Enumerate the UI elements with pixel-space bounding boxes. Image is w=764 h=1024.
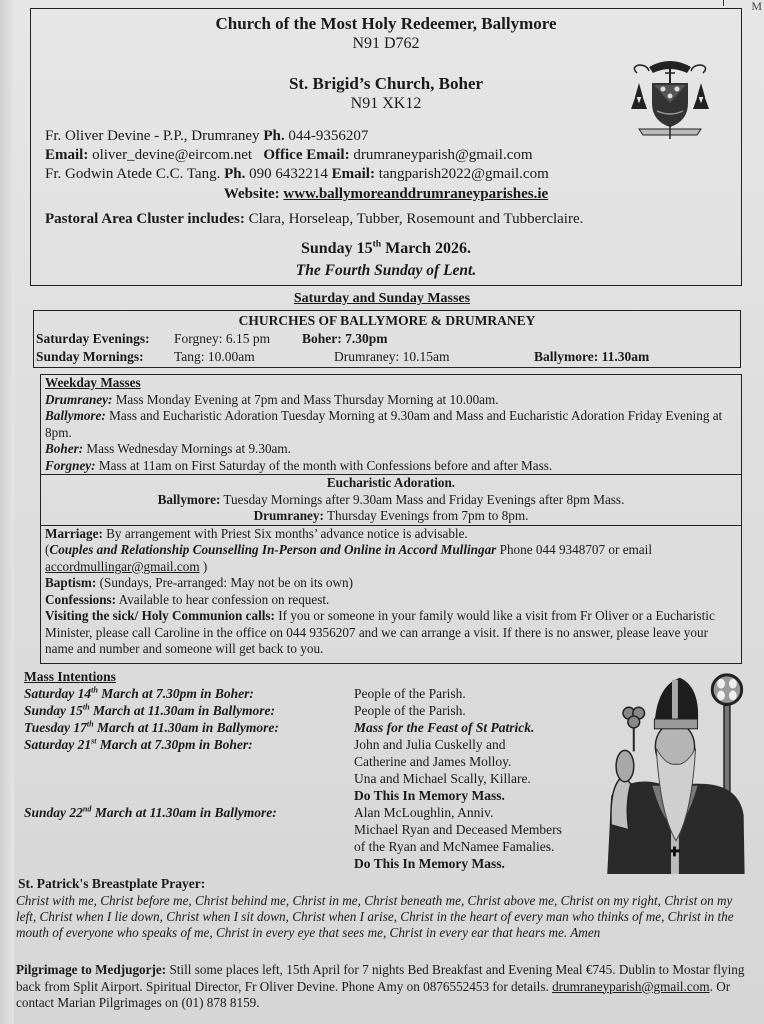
st-patrick-illustration-icon [600, 668, 746, 874]
cluster-label: Pastoral Area Cluster includes: [45, 211, 245, 227]
weekday-boher: Boher: Mass Wednesday Mornings at 9.30am. [45, 441, 291, 456]
intention-item: John and Julia Cuskelly and [354, 737, 506, 752]
priest2-email-label: Email: [331, 166, 375, 182]
intention-date-spacer [24, 753, 344, 770]
breastplate-prayer-text: Christ with me, Christ before me, Christ behind me, Christ in me, Christ beneath me, Christ above me, Christ on my right, Christ on my left, Christ when I lie down, Christ when I sit down, Christ when I arise, Christ in the heart of every man who thinks of me, Christ in the mouth of everyone who speaks of me, Christ in every eye that sees me, Christ in every ear that hears me. Amen [16, 893, 734, 940]
adoration-ballymore: Ballymore: Tuesday Mornings after 9.30am Mass and Friday Evenings after 8pm Mass. [157, 491, 625, 507]
sunday-ballymore: Ballymore: 11.30am [534, 349, 650, 364]
weekend-masses-box [33, 310, 741, 368]
weekday-info-content [41, 375, 741, 658]
priest1-name: Fr. Oliver Devine - P.P., Drumraney [45, 128, 260, 144]
intention-item: of the Ryan and McNamee Famalies. [354, 839, 555, 854]
saturday-forgney: Forgney: 6.15 pm [174, 331, 271, 346]
weekday-masses-title: Weekday Masses [45, 375, 141, 390]
priest2-phone[interactable]: 090 6432214 [249, 166, 328, 182]
cluster-line [45, 210, 583, 229]
sunday-label: Sunday Mornings: [36, 349, 144, 364]
weekday-info-box [40, 374, 742, 664]
pilgrimage-text: Still some places left, 15th April for 7 nights Bed Breakfast and Evening Meal €745. Dublin to Mostar flying back from Split Airport. Spiritual Director, Fr Oliver Devine. Phone Amy on 0876552453 for details. [16, 962, 745, 994]
sick-visits-info: Visiting the sick/ Holy Communion calls: If you or someone in your family would like a visit from Fr Oliver or a Eucharistic Minister, please call Caroline in the office on 044 9356207 and we can arrange a visit. If there is no answer, please leave your name and number and someone will get back to you. [45, 608, 715, 656]
adoration-title: Eucharistic Adoration. [326, 475, 456, 490]
mass-intentions-title: Mass Intentions [24, 669, 116, 684]
liturgical-day: The Fourth Sunday of Lent. [295, 262, 477, 279]
intention-date: Tuesday 17th March at 11.30am in Ballymore: [24, 719, 279, 735]
bulletin-date: Sunday 15th March 2026. [300, 238, 472, 257]
pilgrimage-email-link[interactable]: drumraneyparish@gmail.com [552, 978, 710, 994]
church1-eircode: N91 D762 [352, 35, 420, 52]
adjacent-page-text: M [751, 0, 762, 13]
weekday-drumraney: Drumraney: Mass Monday Evening at 7pm and Mass Thursday Morning at 10.00am. [45, 391, 499, 407]
page-edge [0, 0, 14, 1024]
corner-divider [723, 0, 724, 6]
priest1-phone-label: Ph. [263, 128, 285, 144]
saturday-label: Saturday Evenings: [36, 331, 150, 346]
adoration-drumraney: Drumraney: Thursday Evenings from 7pm to 8pm. [253, 508, 529, 523]
weekday-ballymore: Ballymore: Mass and Eucharistic Adoration Tuesday Morning at 9.30am and Mass and Eucharistic Adoration Friday Evening at 8pm. [45, 408, 723, 440]
priest1-phone[interactable]: 044-9356207 [288, 128, 369, 144]
pilgrimage-tail: . Or contact Marian Pilgrimages on (01) 878 8159. [16, 978, 731, 1010]
priest2-email[interactable]: tangparish2022@gmail.com [378, 166, 549, 182]
intention-item: People of the Parish. [354, 703, 466, 718]
priest1-line [45, 127, 368, 146]
intention-date: Saturday 14th March at 7.30pm in Boher: [24, 685, 254, 701]
intention-date: Sunday 22nd March at 11.30am in Ballymore: [24, 804, 277, 820]
coat-of-arms-icon [627, 53, 713, 139]
email-line [45, 146, 533, 165]
churches-subtitle: CHURCHES OF BALLYMORE & DRUMRANEY [238, 313, 536, 328]
pilgrimage-label: Pilgrimage to Medjugorje: [16, 962, 167, 977]
sunday-tang: Tang: 10.00am [174, 349, 255, 364]
priest1-email[interactable]: oliver_devine@eircom.net [92, 147, 253, 163]
priest2-phone-label: Ph. [224, 166, 246, 182]
website-link[interactable]: www.ballymoreanddrumraneyparishes.ie [283, 186, 549, 202]
church2-name: St. Brigid’s Church, Boher [288, 74, 484, 93]
intention-item: Do This In Memory Mass. [354, 788, 505, 803]
intention-item: Catherine and James Molloy. [354, 754, 512, 769]
intention-date-spacer [24, 787, 344, 804]
intention-item: Michael Ryan and Deceased Members [354, 822, 562, 837]
accord-email-link[interactable]: accordmullingar@gmail.com [45, 558, 200, 574]
confessions-info: Confessions: Available to hear confession on request. [45, 591, 330, 607]
marriage-info: Marriage: By arrangement with Priest Six months’ advance notice is advisable. [45, 525, 468, 541]
intention-item: Alan McLoughlin, Anniv. [354, 805, 494, 820]
office-email[interactable]: drumraneyparish@gmail.com [353, 147, 533, 163]
cluster-list: Clara, Horseleap, Tubber, Rosemount and Tubberclaire. [248, 211, 584, 227]
church1-name: Church of the Most Holy Redeemer, Ballymore [215, 14, 557, 33]
church2-eircode: N91 XK12 [350, 95, 422, 112]
intentions-column [354, 685, 594, 872]
baptism-info: Baptism: (Sundays, Pre-arranged: May not be on its own) [45, 575, 354, 590]
prayer-title: St. Patrick's Breastplate Prayer: [18, 876, 206, 891]
priest2-line [45, 165, 549, 184]
priest1-email-label: Email: [45, 147, 89, 163]
website-line [31, 185, 741, 204]
counselling-info: (Couples and Relationship Counselling In-Person and Online in Accord Mullingar Phone 044 9348707 or email accordmullingar@gmail.com ) [45, 542, 652, 574]
intention-item: Do This In Memory Mass. [354, 856, 505, 871]
priest2-name: Fr. Godwin Atede C.C. Tang. [45, 166, 221, 182]
intention-date: Sunday 15th March at 11.30am in Ballymore: [24, 702, 275, 718]
saturday-boher: Boher: 7.30pm [302, 331, 388, 346]
office-email-label: Office Email: [263, 147, 350, 163]
intention-item: Mass for the Feast of St Patrick. [354, 720, 535, 735]
intention-item: People of the Parish. [354, 686, 466, 701]
website-label: Website: [223, 186, 280, 202]
pilgrimage-notice [16, 962, 751, 1012]
weekday-forgney: Forgney: Mass at 11am on First Saturday of the month with Confessions before and after Mass. [45, 457, 553, 473]
intention-date-spacer [24, 770, 344, 787]
intention-item: Una and Michael Scally, Killare. [354, 771, 531, 786]
parish-header-box [30, 8, 742, 286]
intention-date: Saturday 21st March at 7.30pm in Boher: [24, 736, 253, 752]
sunday-drumraney: Drumraney: 10.15am [334, 349, 450, 364]
intention-dates-column [24, 685, 344, 821]
weekend-masses-title: Saturday and Sunday Masses [293, 291, 471, 306]
